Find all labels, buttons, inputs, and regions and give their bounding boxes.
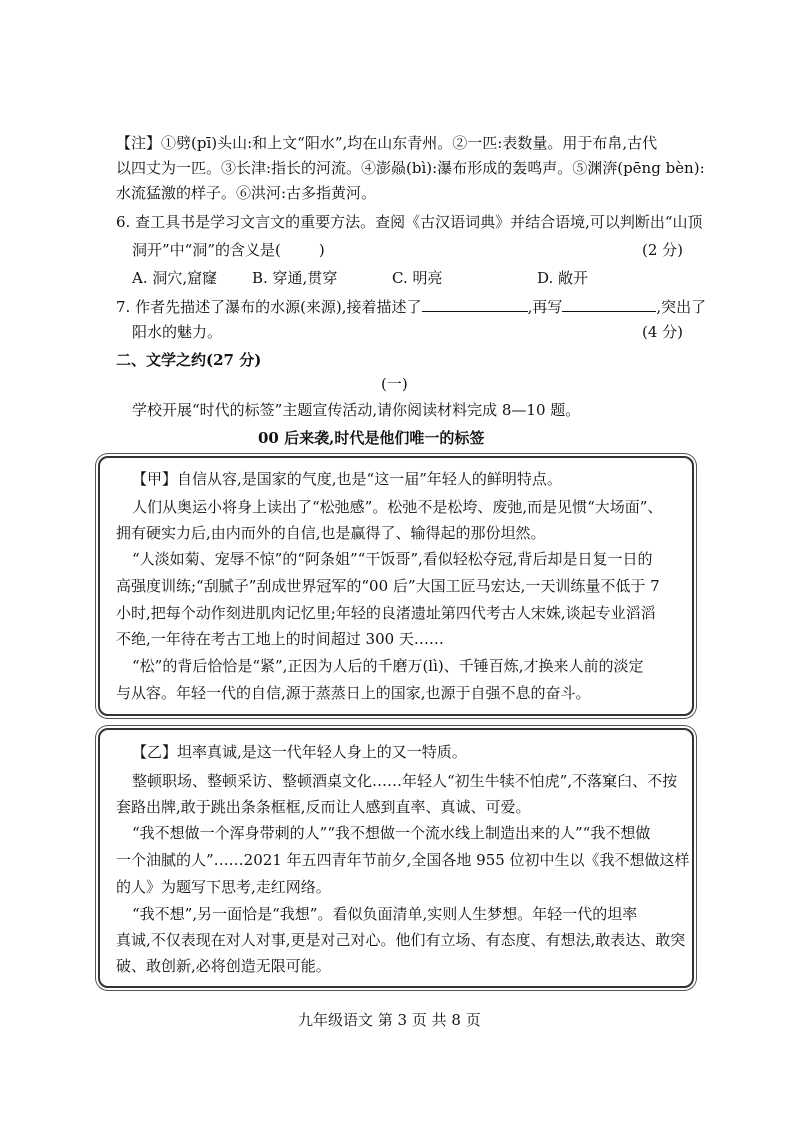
q7-blank-2[interactable]: [562, 296, 656, 312]
q7-stem-b: ,再写: [527, 298, 563, 316]
yi-line-9: 破、敢创新,必将创造无限可能。: [116, 957, 331, 975]
q7-blank-1[interactable]: [422, 296, 528, 312]
section-intro: 学校开展“时代的标签”主题宣传活动,请你阅读材料完成 8—10 题。: [132, 401, 581, 419]
q6-option-d[interactable]: D. 敞开: [537, 269, 589, 287]
jia-line-1: 【甲】自信从容,是国家的气度,也是“这一届”年轻人的鲜明特点。: [132, 470, 562, 488]
q7-line-2: 阳水的魅力。: [132, 323, 223, 341]
yi-line-8: 真诚,不仅表现在对人对事,更是对己对心。他们有立场、有态度、有想法,敢表达、敢突: [116, 931, 686, 949]
q6-option-c[interactable]: C. 明亮: [392, 269, 443, 287]
jia-line-2: 人们从奥运小将身上读出了“松弛感”。松弛不是松垮、废弛,而是见惯“大场面”、: [132, 498, 663, 516]
note-line-2: 以四丈为一匹。③长津:指长的河流。④澎赑(bì):瀑布形成的轰鸣声。⑤渊渀(pēng bèn):: [116, 159, 705, 177]
q6-option-b[interactable]: B. 穿通,贯穿: [252, 269, 338, 287]
section-part: (一): [381, 375, 408, 393]
yi-line-7: “我不想”,另一面恰是“我想”。看似负面清单,实则人生梦想。年轻一代的坦率: [132, 905, 638, 923]
yi-line-5: 一个油腻的人”……2021 年五四青年节前夕,全国各地 955 位初中生以《我不想做这样: [116, 851, 690, 869]
jia-line-5: 高强度训练;“刮腻子”刮成世界冠军的“00 后”大国工匠马宏达,一天训练量不低于 7: [116, 577, 660, 595]
page-footer: 九年级语文 第 3 页 共 8 页: [298, 1011, 481, 1029]
q6-line-2: [132, 240, 325, 260]
yi-line-2: 整顿职场、整顿采访、整顿酒桌文化……年轻人“初生牛犊不怕虎”,不落窠臼、不按: [132, 772, 678, 790]
q7-score: (4 分): [642, 323, 684, 341]
jia-line-7: 不绝,一年待在考古工地上的时间超过 300 天……: [116, 630, 444, 648]
jia-line-3: 拥有硬实力后,由内而外的自信,也是赢得了、输得起的那份坦然。: [116, 524, 546, 542]
note-line-1: 【注】①劈(pī)头山:和上文“阳水”,均在山东青州。②一匹:表数量。用于布帛,古代: [116, 134, 658, 152]
section-heading: 二、文学之约(27 分): [116, 351, 262, 369]
jia-line-8: “松”的背后恰恰是“紧”,正因为人后的千磨万(lì)、千锤百炼,才换来人前的淡定: [132, 657, 644, 675]
yi-line-4: “我不想做一个浑身带刺的人”“我不想做一个流水线上制造出来的人”“我不想做: [132, 824, 651, 842]
q6-stem: 洞开”中“洞”的含义是(: [132, 241, 281, 259]
material-title: 00 后来袭,时代是他们唯一的标签: [258, 429, 485, 447]
yi-line-3: 套路出牌,敢于跳出条条框框,反而让人感到直率、真诚、可爱。: [116, 798, 531, 816]
q7-line-1: [116, 296, 706, 317]
q6-line-1: 6. 查工具书是学习文言文的重要方法。查阅《古汉语词典》并结合语境,可以判断出“山顶: [116, 213, 703, 231]
note-line-3: 水流猛激的样子。⑥洪河:古多指黄河。: [116, 184, 377, 202]
q6-score: (2 分): [642, 241, 684, 259]
jia-line-4: “人淡如菊、宠辱不惊”的“阿条姐”“干饭哥”,看似轻松夺冠,背后却是日复一日的: [132, 550, 653, 568]
q7-stem-a: 7. 作者先描述了瀑布的水源(来源),接着描述了: [116, 298, 422, 316]
q6-option-a[interactable]: A. 洞穴,窟窿: [132, 269, 218, 287]
jia-line-6: 小时,把每个动作刻进肌肉记忆里;年轻的良渚遗址第四代考古人宋姝,谈起专业滔滔: [116, 604, 656, 622]
q7-stem-c: ,突出了: [656, 298, 707, 316]
yi-line-1: 【乙】坦率真诚,是这一代年轻人身上的又一特质。: [132, 743, 467, 761]
yi-line-6: 的人》为题写下思考,走红网络。: [116, 878, 331, 896]
q6-stem-close: ): [318, 241, 325, 259]
jia-line-9: 与从容。年轻一代的自信,源于蒸蒸日上的国家,也源于自强不息的奋斗。: [116, 684, 591, 702]
